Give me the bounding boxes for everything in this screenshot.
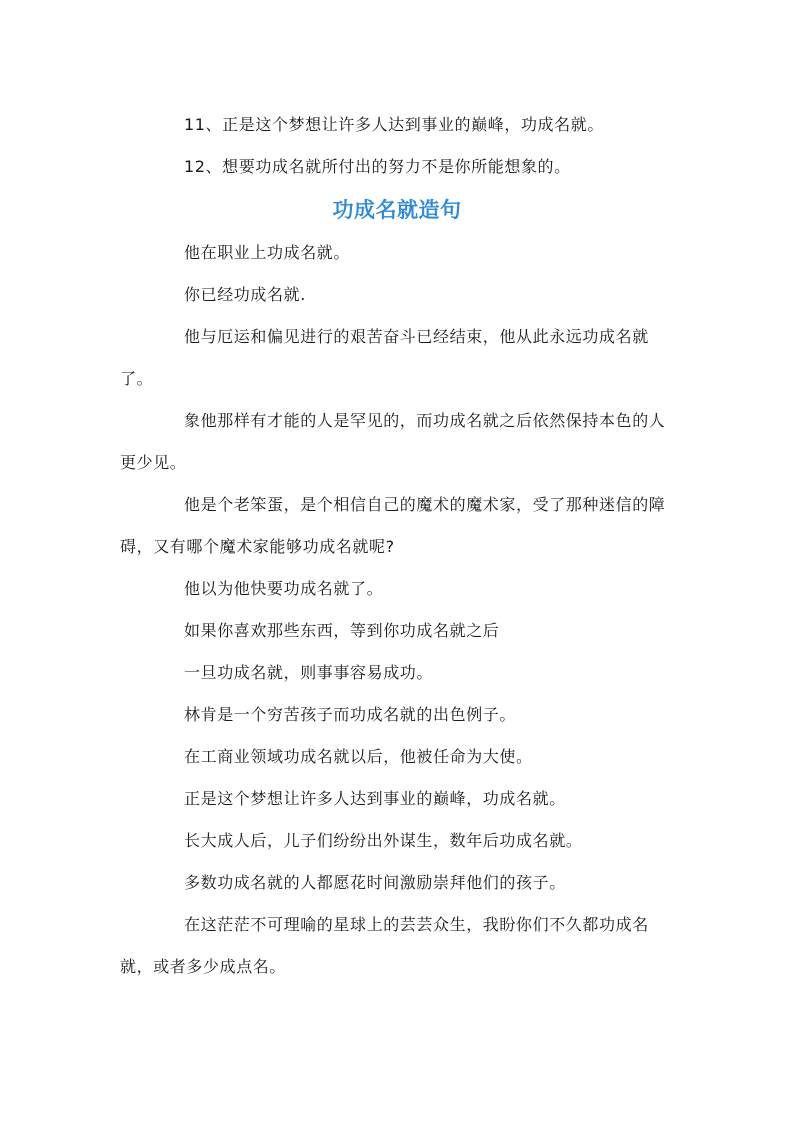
sentence-4: 象他那样有才能的人是罕见的，而功成名就之后依然保持本色的人更少见。 [120,411,666,472]
sentence-6: 他以为他快要功成名就了。 [184,579,384,598]
numbered-line-11: 11、正是这个梦想让许多人达到事业的巅峰，功成名就。 [184,115,604,134]
sentence-11: 正是这个梦想让许多人达到事业的巅峰，功成名就。 [184,789,566,808]
sentence-7: 如果你喜欢那些东西，等到你功成名就之后 [184,621,500,640]
sentence-12: 长大成人后，儿子们纷纷出外谋生，数年后功成名就。 [184,831,583,850]
sentence-8: 一旦功成名就，则事事容易成功。 [184,663,434,682]
numbered-line-12: 12、想要功成名就所付出的努力不是你所能想象的。 [184,157,571,176]
sentence-9: 林肯是一个穷苦孩子而功成名就的出色例子。 [184,705,517,724]
document-body [120,104,674,988]
sentence-2: 你已经功成名就. [184,285,306,304]
sentence-5: 他是个老笨蛋，是个相信自己的魔术的魔术家，受了那种迷信的障碍，又有哪个魔术家能够功成名就呢? [120,495,666,556]
sentence-3: 他与厄运和偏见进行的艰苦奋斗已经结束，他从此永远功成名就了。 [120,327,649,388]
section-heading: 功成名就造句 [332,198,462,222]
sentence-14: 在这茫茫不可理喻的星球上的芸芸众生，我盼你们不久都功成名就，或者多少成点名。 [120,915,649,976]
sentence-13: 多数功成名就的人都愿花时间激励崇拜他们的孩子。 [184,873,566,892]
sentence-10: 在工商业领域功成名就以后，他被任命为大使。 [184,747,533,766]
sentence-1: 他在职业上功成名就。 [184,243,351,262]
